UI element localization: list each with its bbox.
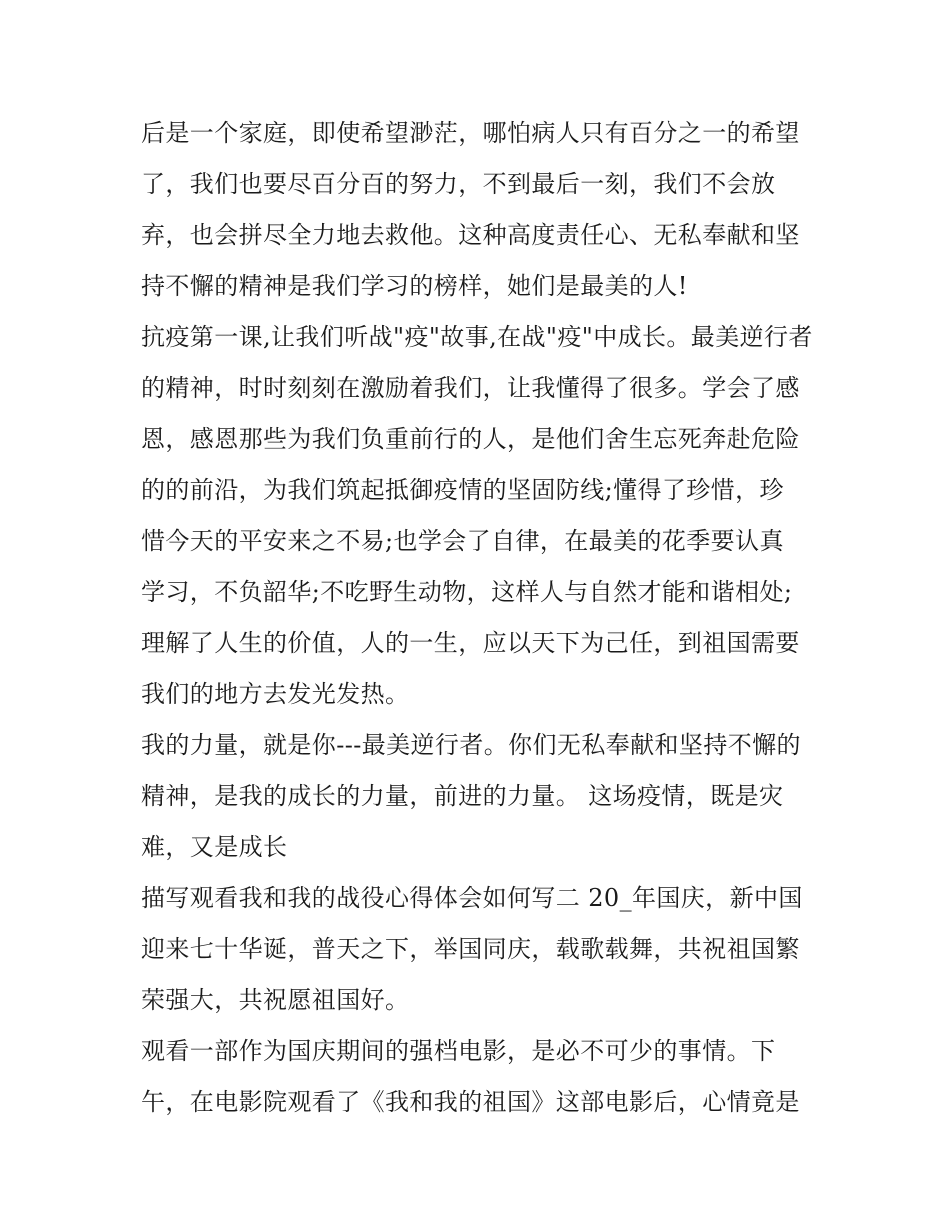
text-line: 持不懈的精神是我们学习的榜样，她们是最美的人! <box>141 272 688 300</box>
text-line: 难，又是成长 <box>141 833 288 861</box>
text-line: 午，在电影院观看了《我和我的祖国》这部电影后，心情竟是 <box>141 1088 800 1116</box>
text-line: 理解了人生的价值，人的一生，应以天下为己任，到祖国需要 <box>141 629 800 657</box>
text-line: 荣强大，共祝愿祖国好。 <box>141 986 410 1014</box>
text-line: 后是一个家庭，即使希望渺茫，哪怕病人只有百分之一的希望 <box>141 119 800 147</box>
text-line: 学习，不负韶华;不吃野生动物，这样人与自然才能和谐相处; <box>141 578 793 606</box>
text-line: 弃，也会拼尽全力地去救他。这种高度责任心、无私奉献和坚 <box>141 221 800 249</box>
text-line: 观看一部作为国庆期间的强档电影，是必不可少的事情。下 <box>141 1037 776 1065</box>
text-line: 迎来七十华诞，普天之下，举国同庆，载歌载舞，共祝祖国繁 <box>141 935 800 963</box>
body-text <box>141 108 821 1128</box>
text-line: 我们的地方去发光发热。 <box>141 680 410 708</box>
text-line: 抗疫第一课,让我们听战"疫"故事,在战"疫"中成长。最美逆行者 <box>141 323 813 351</box>
text-line: 的精神，时时刻刻在激励着我们，让我懂得了很多。学会了感 <box>141 374 800 402</box>
text-line: 我的力量，就是你---最美逆行者。你们无私奉献和坚持不懈的 <box>141 731 801 759</box>
text-line: 描写观看我和我的战役心得体会如何写二 20_年国庆，新中国 <box>141 884 803 912</box>
text-line: 恩，感恩那些为我们负重前行的人，是他们舍生忘死奔赴危险 <box>141 425 800 453</box>
text-line: 惜今天的平安来之不易;也学会了自律，在最美的花季要认真 <box>141 527 784 555</box>
text-line: 的的前沿，为我们筑起抵御疫情的坚固防线;懂得了珍惜，珍 <box>141 476 784 504</box>
text-line: 了，我们也要尽百分百的努力，不到最后一刻，我们不会放 <box>141 170 776 198</box>
text-line: 精神，是我的成长的力量，前进的力量。 这场疫情，既是灾 <box>141 782 784 810</box>
